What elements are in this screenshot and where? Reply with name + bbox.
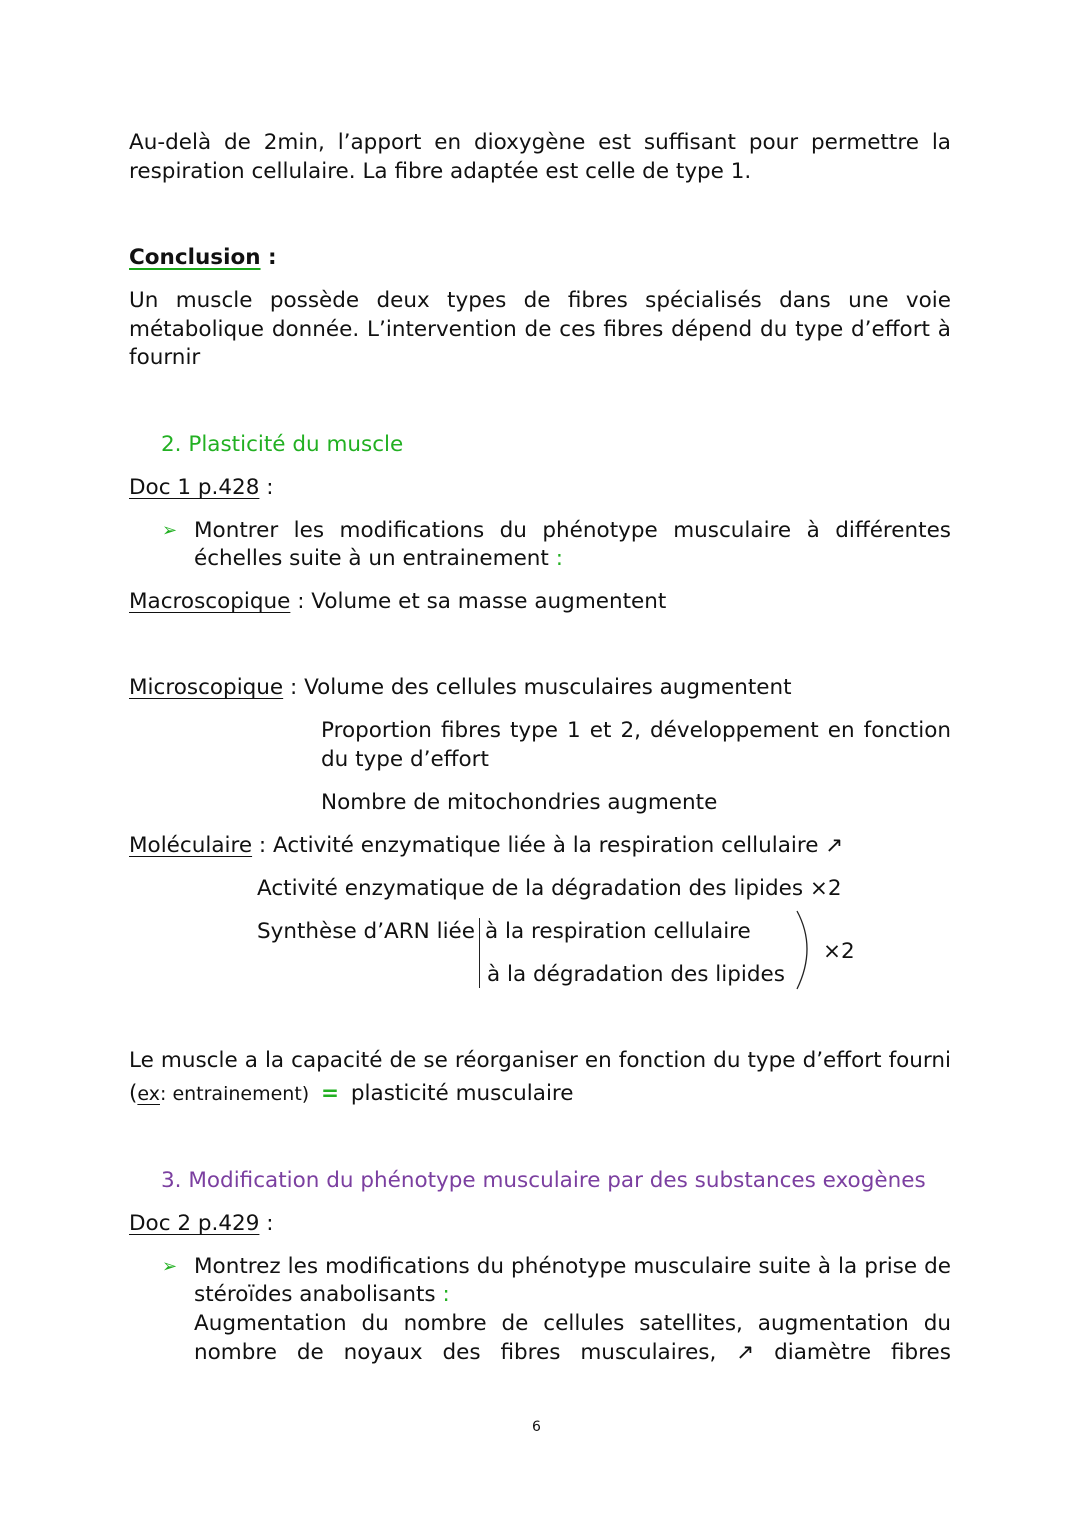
section-2-title: 2. Plasticité du muscle bbox=[161, 432, 404, 457]
micro-text: : Volume des cellules musculaires augmentent bbox=[283, 675, 792, 700]
bracket-left-line bbox=[479, 918, 480, 988]
conclusion-line-1: Un muscle possède deux types de fibres spécialisés dans une voie bbox=[129, 288, 951, 313]
section-3-title: 3. Modification du phénotype musculaire par des substances exogènes bbox=[161, 1168, 926, 1193]
intro-line-2: respiration cellulaire. La fibre adaptée est celle de type 1. bbox=[129, 159, 752, 184]
conclusion-label: Conclusion bbox=[129, 245, 261, 270]
summary-open-paren: ( bbox=[129, 1081, 138, 1106]
intro-line-1: Au-delà de 2min, l’apport en dioxygène est suffisant pour permettre la bbox=[129, 130, 951, 155]
micro-line bbox=[129, 673, 792, 702]
section-3-task-text: stéroïdes anabolisants bbox=[194, 1282, 436, 1307]
conclusion-line-2: métabolique donnée. L’intervention de ces fibres dépend du type d’effort à bbox=[129, 317, 951, 342]
micro-line-2a: Proportion fibres type 1 et 2, développement en fonction bbox=[321, 718, 951, 743]
page-number: 6 bbox=[532, 1419, 541, 1435]
section-2-task-line-2 bbox=[194, 544, 563, 573]
mol-line-2: Activité enzymatique de la dégradation des lipides ×2 bbox=[257, 876, 842, 901]
section-2-task-text: échelles suite à un entrainement bbox=[194, 546, 549, 571]
summary-line-2 bbox=[129, 1079, 574, 1109]
micro-line-3: Nombre de mitochondries augmente bbox=[321, 790, 718, 815]
section-3-answer-line-2: nombre de noyaux des fibres musculaires, ↗ diamètre fibres bbox=[194, 1340, 951, 1365]
macro-text: : Volume et sa masse augmentent bbox=[290, 589, 667, 614]
conclusion-colon: : bbox=[260, 245, 277, 270]
section-2-task-line-1: Montrer les modifications du phénotype musculaire à différentes bbox=[194, 518, 951, 543]
summary-line-1: Le muscle a la capacité de se réorganiser en fonction du type d’effort fourni bbox=[129, 1048, 951, 1073]
summary-ex: ex bbox=[137, 1083, 160, 1105]
right-parenthesis-brace-icon bbox=[793, 908, 817, 992]
section-3-task-colon: : bbox=[435, 1282, 450, 1307]
conclusion-heading bbox=[129, 243, 277, 272]
mol-line-3-prefix: Synthèse d’ARN liée bbox=[257, 919, 475, 944]
section-2-task-colon: : bbox=[548, 546, 563, 571]
summary-mid: : entrainement) bbox=[160, 1083, 310, 1105]
section-3-task-line-2 bbox=[194, 1280, 450, 1309]
section-3-answer-line-1: Augmentation du nombre de cellules satellites, augmentation du bbox=[194, 1311, 951, 1336]
doc-1-ref-label: Doc 1 p.428 bbox=[129, 475, 260, 500]
conclusion-line-3: fournir bbox=[129, 345, 201, 370]
micro-label: Microscopique bbox=[129, 675, 284, 700]
section-2-doc-ref bbox=[129, 473, 273, 502]
summary-end: plasticité musculaire bbox=[350, 1081, 574, 1106]
mol-line-3a: à la respiration cellulaire bbox=[485, 919, 751, 944]
summary-equals: = bbox=[321, 1081, 340, 1106]
section-3-doc-ref bbox=[129, 1209, 273, 1238]
macro-label: Macroscopique bbox=[129, 589, 291, 614]
micro-line-2b: du type d’effort bbox=[321, 747, 489, 772]
doc-2-ref-label: Doc 2 p.429 bbox=[129, 1211, 260, 1236]
mol-line bbox=[129, 831, 843, 860]
mol-line-3b: à la dégradation des lipides bbox=[487, 962, 785, 987]
section-3-task-line-1: Montrez les modifications du phénotype musculaire suite à la prise de bbox=[194, 1254, 951, 1279]
mol-text: : Activité enzymatique liée à la respiration cellulaire ↗ bbox=[252, 833, 844, 858]
bullet-arrow-icon: ➢ bbox=[162, 520, 178, 541]
doc-2-ref-colon: : bbox=[259, 1211, 274, 1236]
macro-line bbox=[129, 587, 666, 616]
bullet-arrow-icon: ➢ bbox=[162, 1256, 178, 1277]
mol-factor: ×2 bbox=[823, 939, 855, 964]
doc-1-ref-colon: : bbox=[259, 475, 274, 500]
mol-label: Moléculaire bbox=[129, 833, 253, 858]
